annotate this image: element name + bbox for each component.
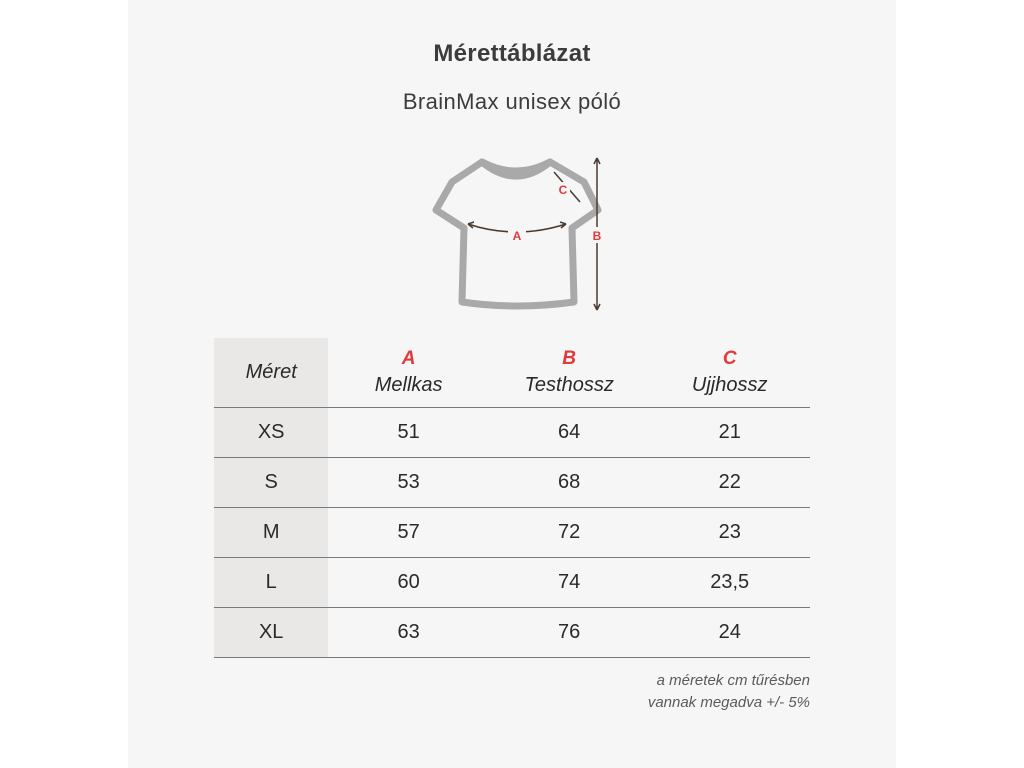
label-c: C [558, 183, 568, 197]
sleeve-length-value: 21 [649, 408, 810, 458]
tolerance-note-line-1: a méretek cm tűrésben [656, 672, 810, 689]
sleeve-length-value: 24 [649, 608, 810, 658]
chest-value: 57 [328, 508, 489, 558]
size-cell: M [214, 508, 328, 558]
table-row [214, 508, 810, 558]
column-name: Ujjhossz [691, 373, 768, 396]
size-cell: L [214, 558, 328, 608]
tolerance-note-line-2: vannak megadva +/- 5% [647, 694, 810, 711]
body-length-value: 76 [489, 608, 650, 658]
table-row [214, 408, 810, 458]
label-a: A [512, 229, 522, 243]
table-header-row [214, 338, 810, 408]
table-row [214, 558, 810, 608]
body-length-value: 64 [489, 408, 650, 458]
product-subtitle: BrainMax unisex póló [402, 89, 622, 114]
body-length-value: 74 [489, 558, 650, 608]
body-length-value: 72 [489, 508, 650, 558]
body-length-value: 68 [489, 458, 650, 508]
column-letter: C [722, 347, 737, 369]
size-column-header: Méret [214, 338, 328, 408]
size-cell: XL [214, 608, 328, 658]
column-header-chest [328, 338, 489, 408]
chest-value: 53 [328, 458, 489, 508]
column-letter: B [562, 347, 577, 369]
column-letter: A [401, 347, 416, 369]
sleeve-length-value: 23,5 [649, 558, 810, 608]
column-name: Testhossz [524, 373, 614, 396]
size-cell: XS [214, 408, 328, 458]
column-header-sleeve-length [649, 338, 810, 408]
tshirt-measure-diagram [416, 150, 616, 320]
column-header-body-length [489, 338, 650, 408]
sleeve-length-value: 23 [649, 508, 810, 558]
table-row [214, 458, 810, 508]
page-title: Mérettáblázat [433, 40, 591, 67]
chest-value: 60 [328, 558, 489, 608]
size-cell: S [214, 458, 328, 508]
chest-value: 51 [328, 408, 489, 458]
label-b: B [592, 229, 602, 243]
size-table [214, 338, 810, 658]
size-chart-card [128, 0, 896, 768]
column-name: Mellkas [374, 373, 443, 396]
sleeve-length-value: 22 [649, 458, 810, 508]
chest-value: 63 [328, 608, 489, 658]
table-row [214, 608, 810, 658]
tolerance-note [648, 670, 810, 714]
